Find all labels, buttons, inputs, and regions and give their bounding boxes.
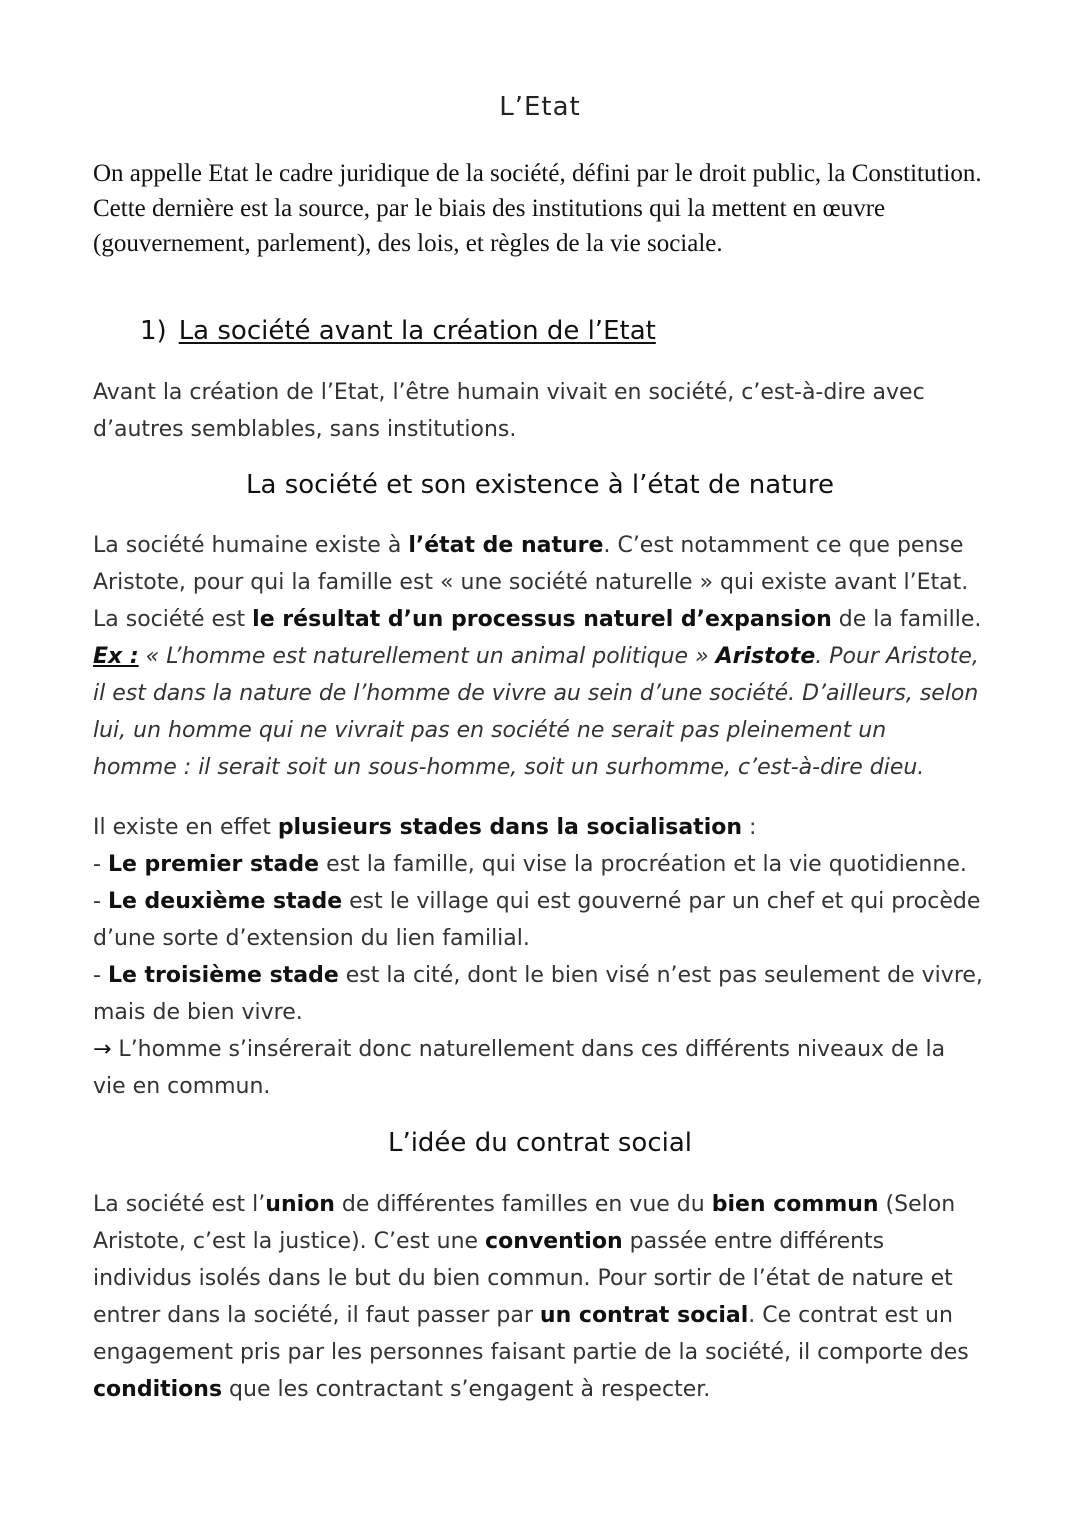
quote-text: « L’homme est naturellement un animal politique » [138, 644, 716, 669]
example-line: lui, un homme qui ne vivrait pas en société ne serait pas pleinement un [93, 718, 887, 743]
author-name: Aristote [715, 644, 816, 669]
text-line: d’une sorte d’extension du lien familial. [93, 926, 530, 951]
example-label: Ex : [93, 644, 139, 669]
bullet-dash: - [93, 852, 108, 877]
subheading-contract: L’idée du contrat social [387, 1128, 693, 1158]
text-span: Aristote, c’est la justice). C’est une [93, 1229, 486, 1254]
section1-paragraph [93, 374, 1003, 448]
text-line [93, 601, 1003, 638]
text-line [93, 1223, 1003, 1260]
text-line [93, 809, 1003, 846]
bold-term: un contrat social [539, 1303, 749, 1328]
text-span: . Pour Aristote, [815, 644, 979, 669]
section-title: La société avant la création de l’Etat [178, 316, 656, 346]
text-span: est la cité, dont le bien visé n’est pas seulement de vivre, [338, 963, 983, 988]
text-line: engagement pris par les personnes faisant partie de la société, il comporte des [93, 1340, 969, 1365]
stage-item-3 [93, 957, 1003, 994]
bold-term: le résultat d’un processus naturel d’expansion [252, 607, 832, 632]
example-line [93, 638, 1003, 675]
bold-term: union [265, 1192, 335, 1217]
text-span: passée entre différents [622, 1229, 885, 1254]
bullet-dash: - [93, 889, 108, 914]
bold-term: convention [485, 1229, 623, 1254]
conclusion-line [93, 1031, 1003, 1068]
bold-term: plusieurs stades dans la socialisation [277, 815, 743, 840]
section-number: 1) [140, 316, 167, 346]
text-span: . C’est notamment ce que pense [603, 533, 964, 558]
text-span: Il existe en effet [93, 815, 278, 840]
section-heading-1 [140, 316, 656, 346]
text-line: Avant la création de l’Etat, l’être humain vivait en société, c’est-à-dire avec [93, 380, 925, 405]
text-line: d’autres semblables, sans institutions. [93, 417, 517, 442]
example-line: il est dans la nature de l’homme de vivre au sein d’une société. D’ailleurs, selon [93, 681, 979, 706]
intro-paragraph: On appelle Etat le cadre juridique de la société, défini par le droit public, la Constitution. Cette dernière est la source, par le biais des institutions qui la mettent en œuvre (gouvernement, parlement), des lois, et règles de la vie sociale. [93, 160, 982, 257]
stage-item-2 [93, 883, 1003, 920]
bold-term: Le troisième stade [107, 963, 339, 988]
text-span: (Selon [878, 1192, 956, 1217]
bold-term: Le premier stade [107, 852, 320, 877]
text-span: La société est l’ [93, 1192, 266, 1217]
text-span: est le village qui est gouverné par un chef et qui procède [342, 889, 981, 914]
text-span: La société humaine existe à [93, 533, 409, 558]
bold-term: bien commun [711, 1192, 879, 1217]
text-span: entrer dans la société, il faut passer par [93, 1303, 540, 1328]
text-line [93, 1371, 1003, 1408]
bold-term: l’état de nature [408, 533, 604, 558]
text-line: individus isolés dans le but du bien commun. Pour sortir de l’état de nature et [93, 1266, 953, 1291]
text-span: est la famille, qui vise la procréation et la vie quotidienne. [319, 852, 967, 877]
contract-paragraph [93, 1186, 1003, 1408]
bold-term: Le deuxième stade [107, 889, 343, 914]
bullet-dash: - [93, 963, 108, 988]
text-span: La société est [93, 607, 253, 632]
page-title: L’Etat [499, 92, 581, 122]
text-line: vie en commun. [93, 1074, 271, 1099]
stage-item-1 [93, 846, 1003, 883]
text-line [93, 527, 1003, 564]
text-line: Aristote, pour qui la famille est « une société naturelle » qui existe avant l’Etat. [93, 570, 969, 595]
example-line: homme : il serait soit un sous-homme, soit un surhomme, c’est-à-dire dieu. [93, 755, 925, 780]
stages-paragraph [93, 809, 1003, 1105]
text-span: . Ce contrat est un [748, 1303, 953, 1328]
text-span: : [742, 815, 757, 840]
bold-term: conditions [93, 1377, 223, 1402]
text-line [93, 1297, 1003, 1334]
text-line [93, 1186, 1003, 1223]
text-span: que les contractant s’engagent à respecter. [222, 1377, 711, 1402]
text-span: de différentes familles en vue du [334, 1192, 712, 1217]
subheading-nature: La société et son existence à l’état de nature [246, 470, 834, 500]
nature-paragraph [93, 527, 1003, 786]
text-span: L’homme s’insérerait donc naturellement dans ces différents niveaux de la [111, 1037, 946, 1062]
arrow-icon: → [93, 1037, 112, 1062]
text-line: mais de bien vivre. [93, 1000, 303, 1025]
text-span: de la famille. [831, 607, 982, 632]
